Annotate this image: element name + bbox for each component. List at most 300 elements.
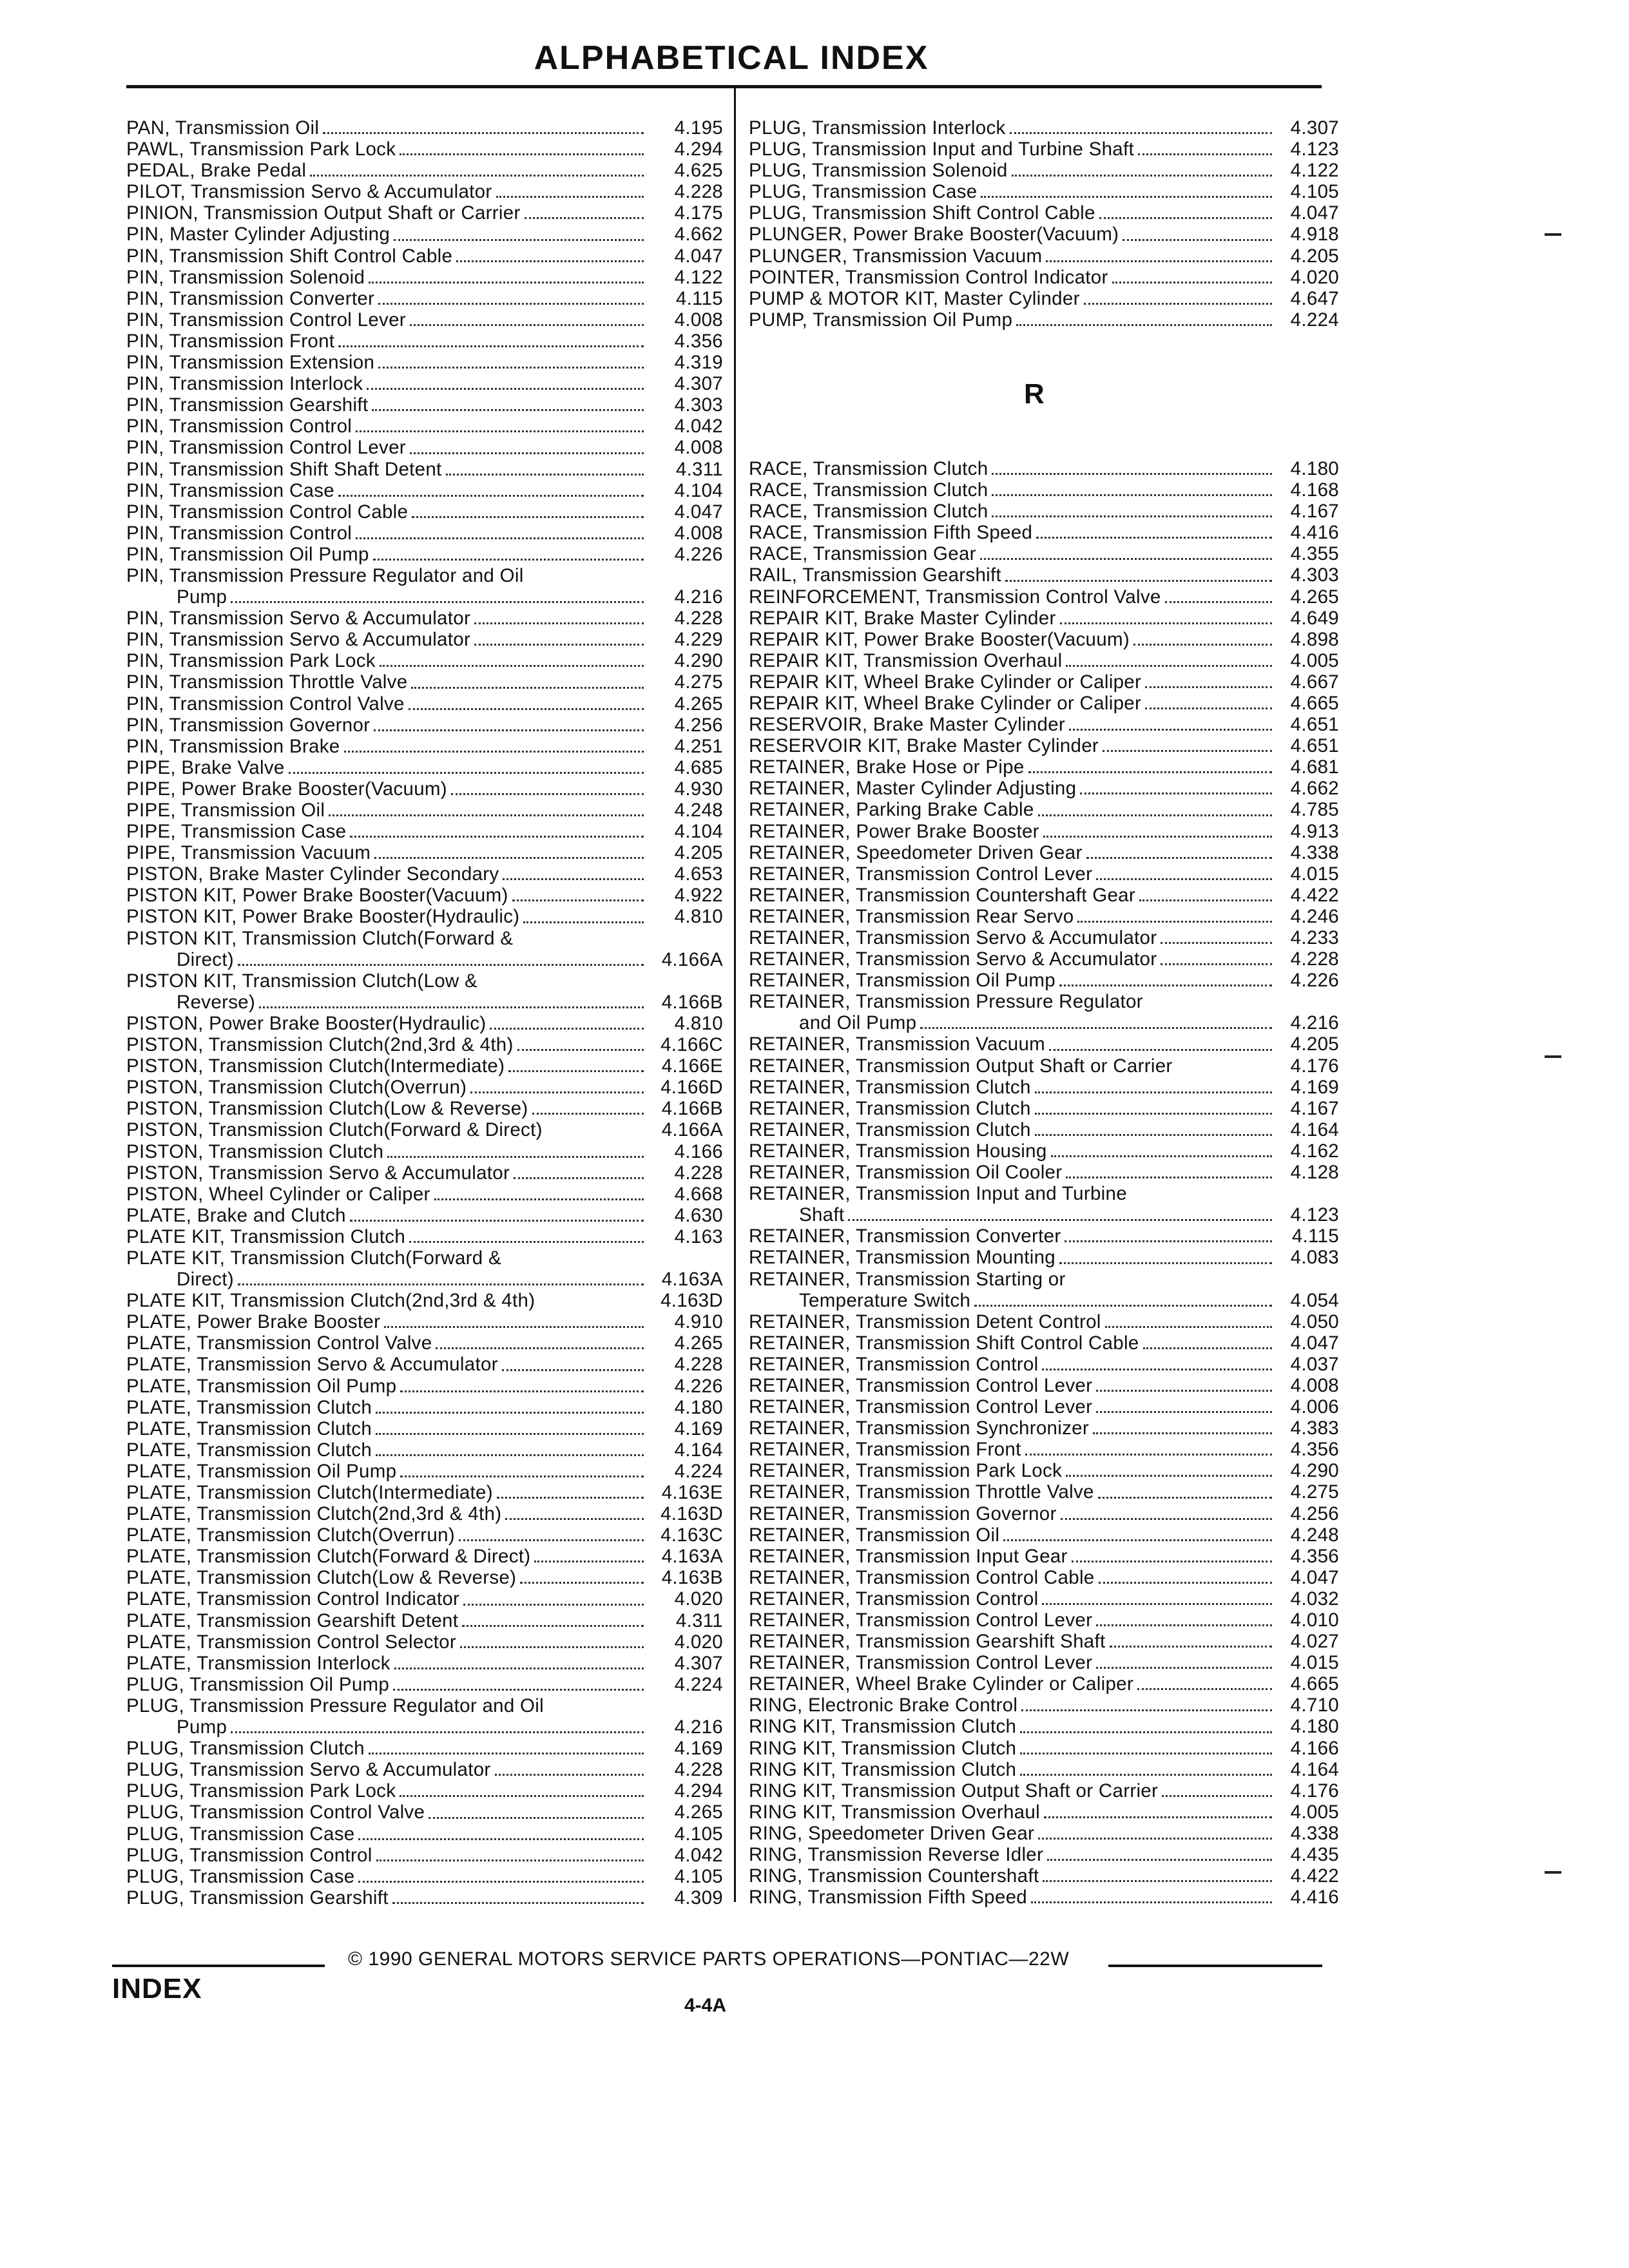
entry-text: PISTON, Transmission Clutch xyxy=(126,1140,384,1162)
dot-leader xyxy=(1044,1814,1272,1818)
entry-text: PLATE, Transmission Control Indicator xyxy=(126,1588,460,1610)
dot-leader xyxy=(1020,1751,1272,1754)
index-entry xyxy=(126,1524,723,1546)
entry-page-ref: 4.008 xyxy=(674,437,723,459)
entry-page-ref: 4.625 xyxy=(674,160,723,182)
entry-text: PLATE, Transmission Oil Pump xyxy=(126,1460,397,1482)
entry-page-ref: 4.008 xyxy=(674,522,723,544)
dot-leader xyxy=(460,1644,644,1648)
entry-page-ref: 4.205 xyxy=(1290,245,1339,267)
entry-page-ref: 4.338 xyxy=(1290,841,1339,863)
entry-text: PAN, Transmission Oil xyxy=(126,117,320,139)
index-entry xyxy=(126,778,723,800)
entry-text: RETAINER, Transmission Vacuum xyxy=(749,1033,1046,1055)
entry-text: PISTON KIT, Transmission Clutch(Forward & xyxy=(126,927,514,949)
dot-leader xyxy=(231,1729,644,1733)
entry-text: PLATE KIT, Transmission Clutch(Forward & xyxy=(126,1247,501,1269)
entry-page-ref: 4.685 xyxy=(674,756,723,778)
entry-page-ref: 4.226 xyxy=(674,1375,723,1397)
entry-text: RING KIT, Transmission Clutch xyxy=(749,1758,1017,1780)
entry-page-ref: 4.290 xyxy=(1290,1460,1339,1482)
entry-page-ref: 4.224 xyxy=(674,1673,723,1695)
entry-text: PLATE KIT, Transmission Clutch xyxy=(126,1225,406,1247)
dot-leader xyxy=(329,812,644,816)
index-entry xyxy=(749,608,1339,629)
index-entry xyxy=(749,948,1339,970)
section-letter: R xyxy=(1023,378,1045,410)
entry-page-ref: 4.166 xyxy=(674,1140,723,1162)
dot-leader xyxy=(369,1751,644,1754)
dot-leader xyxy=(495,1772,644,1776)
dot-leader xyxy=(1021,1707,1272,1711)
entry-text: RACE, Transmission Fifth Speed xyxy=(749,522,1033,544)
entry-page-ref: 4.651 xyxy=(1290,714,1339,736)
entry-text: RACE, Transmission Clutch xyxy=(749,501,988,523)
index-entry xyxy=(749,1140,1339,1162)
entry-text: RETAINER, Transmission Shift Control Cable xyxy=(749,1332,1139,1354)
entry-text: PLATE, Transmission Clutch xyxy=(126,1439,372,1461)
entry-text: RETAINER, Master Cylinder Adjusting xyxy=(749,778,1077,800)
dot-leader xyxy=(409,1239,644,1243)
index-entry xyxy=(126,1503,723,1524)
index-entry xyxy=(749,1290,1339,1311)
entry-page-ref: 4.047 xyxy=(1290,1566,1339,1588)
index-entry xyxy=(749,1546,1339,1567)
entry-text: PIN, Transmission Solenoid xyxy=(126,266,365,288)
index-entry xyxy=(749,586,1339,608)
entry-page-ref: 4.265 xyxy=(1290,586,1339,608)
entry-text: RETAINER, Transmission Countershaft Gear xyxy=(749,884,1136,906)
dot-leader xyxy=(1035,1132,1272,1136)
index-entry xyxy=(749,1460,1339,1481)
entry-page-ref: 4.163A xyxy=(661,1269,723,1291)
entry-text: RING KIT, Transmission Clutch xyxy=(749,1737,1017,1759)
entry-text: PLATE, Transmission Interlock xyxy=(126,1652,390,1674)
index-entry xyxy=(749,1481,1339,1503)
dot-leader xyxy=(496,194,644,198)
entry-text: PIN, Transmission Gearshift xyxy=(126,394,369,416)
index-entry xyxy=(749,885,1339,906)
entry-page-ref: 4.123 xyxy=(1290,139,1339,160)
index-entry xyxy=(126,1674,723,1695)
entry-text: PLUG, Transmission Case xyxy=(749,181,978,203)
entry-page-ref: 4.180 xyxy=(674,1396,723,1418)
index-entry xyxy=(749,1033,1339,1055)
entry-text: RETAINER, Transmission Input and Turbine xyxy=(749,1183,1127,1205)
dot-leader xyxy=(259,1004,644,1008)
dot-leader xyxy=(367,386,644,390)
index-entry xyxy=(126,715,723,736)
entry-page-ref: 4.008 xyxy=(1290,1374,1339,1396)
entry-page-ref: 4.163B xyxy=(661,1567,723,1589)
entry-page-ref: 4.105 xyxy=(674,1865,723,1887)
entry-text: PLATE, Transmission Oil Pump xyxy=(126,1375,397,1397)
entry-page-ref: 4.651 xyxy=(1290,735,1339,757)
index-entry xyxy=(126,757,723,778)
dot-leader xyxy=(502,1367,644,1371)
dot-leader xyxy=(1060,620,1272,624)
dot-leader xyxy=(490,1026,644,1030)
entry-text: RETAINER, Power Brake Booster xyxy=(749,820,1039,842)
entry-text: PLATE, Transmission Gearshift Detent xyxy=(126,1610,459,1631)
entry-text: PIPE, Power Brake Booster(Vacuum) xyxy=(126,778,447,800)
dot-leader xyxy=(1143,1345,1272,1349)
index-entry xyxy=(749,1012,1339,1033)
copyright-text: © 1990 GENERAL MOTORS SERVICE PARTS OPERATIONS—PONTIAC—22W xyxy=(348,1948,1070,1970)
entry-page-ref: 4.307 xyxy=(674,1652,723,1674)
entry-text: Reverse) xyxy=(177,991,256,1013)
dot-leader xyxy=(1066,1175,1272,1178)
index-entry xyxy=(126,1653,723,1674)
entry-page-ref: 4.104 xyxy=(674,479,723,501)
margin-mark xyxy=(1545,233,1561,236)
entry-text: RING, Transmission Countershaft xyxy=(749,1865,1039,1887)
entry-page-ref: 4.205 xyxy=(1290,1033,1339,1055)
dot-leader xyxy=(1084,301,1272,305)
entry-page-ref: 4.248 xyxy=(1290,1524,1339,1546)
index-entry xyxy=(749,1823,1339,1844)
entry-text: RETAINER, Transmission Mounting xyxy=(749,1247,1055,1269)
dot-leader xyxy=(505,1516,644,1520)
dot-leader xyxy=(992,471,1272,475)
index-entry xyxy=(126,1162,723,1184)
entry-page-ref: 4.649 xyxy=(1290,607,1339,629)
index-entry xyxy=(126,1439,723,1461)
dot-leader xyxy=(1036,535,1272,539)
dot-leader xyxy=(1077,919,1272,923)
entry-text: PIN, Transmission Oil Pump xyxy=(126,543,369,565)
entry-page-ref: 4.162 xyxy=(1290,1140,1339,1162)
entry-text: PLATE, Transmission Clutch xyxy=(126,1396,372,1418)
entry-text: Direct) xyxy=(177,1269,234,1291)
index-entry xyxy=(749,1631,1339,1652)
dot-leader xyxy=(376,1858,644,1861)
index-entry xyxy=(126,267,723,288)
index-entry xyxy=(126,565,723,586)
footer-rule-left xyxy=(112,1965,325,1967)
dot-leader xyxy=(376,1452,644,1456)
index-entry xyxy=(749,970,1339,991)
index-entry xyxy=(749,821,1339,842)
page-number: 4-4A xyxy=(684,1995,727,2016)
dot-leader xyxy=(1025,1452,1272,1456)
entry-text: RING KIT, Transmission Clutch xyxy=(749,1716,1017,1738)
index-entry xyxy=(126,1013,723,1034)
index-entry xyxy=(126,949,723,970)
entry-text: RETAINER, Transmission Control Lever xyxy=(749,1610,1093,1631)
entry-text: PISTON, Brake Master Cylinder Secondary xyxy=(126,863,499,885)
entry-text: PIN, Transmission Control Lever xyxy=(126,437,406,459)
entry-text: PIN, Transmission Control xyxy=(126,522,352,544)
dot-leader xyxy=(1042,1601,1272,1605)
index-entry xyxy=(749,1077,1339,1098)
index-entry xyxy=(126,1247,723,1269)
dot-leader xyxy=(1061,1516,1272,1520)
entry-text: RETAINER, Transmission Housing xyxy=(749,1140,1047,1162)
index-entry xyxy=(126,352,723,373)
dot-leader xyxy=(1096,1388,1272,1392)
entry-text: RING KIT, Transmission Output Shaft or Carrier xyxy=(749,1780,1159,1802)
dot-leader xyxy=(1016,322,1272,326)
index-entry xyxy=(126,437,723,458)
dot-leader xyxy=(409,706,644,710)
entry-text: PAWL, Transmission Park Lock xyxy=(126,139,396,160)
dot-leader xyxy=(517,1047,644,1051)
index-entry xyxy=(126,1290,723,1311)
entry-page-ref: 4.416 xyxy=(1290,1887,1339,1908)
dot-leader xyxy=(376,1410,644,1414)
index-label: INDEX xyxy=(112,1973,202,2004)
dot-leader xyxy=(1035,1090,1272,1093)
entry-text: PEDAL, Brake Pedal xyxy=(126,160,307,182)
entry-text: PIN, Transmission Converter xyxy=(126,287,375,309)
entry-text: PLUNGER, Power Brake Booster(Vacuum) xyxy=(749,224,1119,245)
entry-page-ref: 4.265 xyxy=(674,1332,723,1354)
index-entry xyxy=(749,1759,1339,1780)
index-entry xyxy=(749,778,1339,799)
entry-text: RING, Transmission Fifth Speed xyxy=(749,1887,1027,1908)
entry-text: RETAINER, Transmission Control xyxy=(749,1353,1039,1375)
index-entry xyxy=(126,1716,723,1738)
entry-page-ref: 4.176 xyxy=(1290,1780,1339,1802)
index-entry xyxy=(126,331,723,352)
entry-page-ref: 4.251 xyxy=(674,735,723,757)
entry-text: RETAINER, Transmission Gearshift Shaft xyxy=(749,1631,1106,1653)
index-entry xyxy=(749,1098,1339,1119)
entry-text: RING KIT, Transmission Overhaul xyxy=(749,1801,1040,1823)
entry-page-ref: 4.205 xyxy=(674,842,723,864)
dot-leader xyxy=(1020,1772,1272,1776)
entry-text: PIPE, Transmission Vacuum xyxy=(126,842,371,864)
entry-page-ref: 4.180 xyxy=(1290,1716,1339,1738)
dot-leader xyxy=(1099,215,1272,219)
entry-page-ref: 4.037 xyxy=(1290,1353,1339,1375)
dot-leader xyxy=(1072,1559,1272,1562)
entry-text: REPAIR KIT, Wheel Brake Cylinder or Caliper xyxy=(749,671,1142,693)
entry-text: RETAINER, Transmission Oil Pump xyxy=(749,970,1055,992)
entry-text: PLUG, Transmission Gearshift xyxy=(126,1887,389,1908)
entry-text: Shaft xyxy=(799,1204,845,1226)
index-entry xyxy=(126,1098,723,1119)
dot-leader xyxy=(338,343,644,347)
entry-text: Pump xyxy=(177,586,227,608)
entry-text: RETAINER, Transmission Clutch xyxy=(749,1097,1031,1119)
entry-page-ref: 4.311 xyxy=(675,1610,723,1631)
index-entry xyxy=(749,1225,1339,1247)
index-entry xyxy=(126,1588,723,1610)
entry-page-ref: 4.020 xyxy=(1290,266,1339,288)
dot-leader xyxy=(350,834,644,838)
entry-page-ref: 4.054 xyxy=(1290,1289,1339,1311)
entry-text: PLUG, Transmission Interlock xyxy=(749,117,1006,139)
index-entry xyxy=(126,1034,723,1055)
entry-text: RETAINER, Transmission Control xyxy=(749,1588,1039,1610)
entry-page-ref: 4.005 xyxy=(1290,649,1339,671)
entry-text: PLATE, Power Brake Booster xyxy=(126,1311,381,1333)
dot-leader xyxy=(1137,1686,1272,1690)
entry-text: PIN, Transmission Servo & Accumulator xyxy=(126,608,471,629)
entry-page-ref: 4.229 xyxy=(674,629,723,651)
entry-page-ref: 4.164 xyxy=(674,1439,723,1461)
index-entry xyxy=(126,1866,723,1887)
entry-page-ref: 4.167 xyxy=(1290,501,1339,523)
dot-leader xyxy=(372,407,644,411)
index-entry xyxy=(749,1844,1339,1865)
entry-text: RETAINER, Transmission Servo & Accumulator xyxy=(749,927,1157,948)
right-column-bottom-entries xyxy=(749,458,1339,1908)
entry-text: RETAINER, Transmission Clutch xyxy=(749,1076,1031,1098)
entry-page-ref: 4.027 xyxy=(1290,1631,1339,1653)
entry-page-ref: 4.248 xyxy=(674,800,723,821)
entry-page-ref: 4.228 xyxy=(674,181,723,203)
entry-text: RETAINER, Transmission Control Lever xyxy=(749,1374,1093,1396)
entry-text: PISTON, Transmission Clutch(Forward & Direct) xyxy=(126,1119,543,1141)
index-entry xyxy=(749,1162,1339,1183)
entry-text: PLUG, Transmission Oil Pump xyxy=(126,1673,390,1695)
index-entry xyxy=(126,970,723,992)
index-entry xyxy=(749,1183,1339,1204)
dot-leader xyxy=(1035,1111,1272,1115)
entry-text: PISTON KIT, Power Brake Booster(Vacuum) xyxy=(126,885,508,907)
index-entry xyxy=(126,544,723,565)
dot-leader xyxy=(1145,706,1272,709)
index-entry xyxy=(126,1567,723,1588)
index-entry xyxy=(749,245,1339,267)
entry-page-ref: 4.032 xyxy=(1290,1588,1339,1610)
entry-text: PIN, Transmission Case xyxy=(126,479,335,501)
dot-leader xyxy=(508,1068,644,1072)
index-entry xyxy=(126,863,723,885)
dot-leader xyxy=(520,1580,644,1584)
entry-page-ref: 4.275 xyxy=(1290,1481,1339,1503)
entry-page-ref: 4.922 xyxy=(674,885,723,907)
entry-page-ref: 4.319 xyxy=(674,352,723,374)
index-entry xyxy=(749,1588,1339,1610)
dot-leader xyxy=(374,727,644,731)
index-entry xyxy=(126,373,723,394)
entry-page-ref: 4.042 xyxy=(674,416,723,437)
entry-text: RACE, Transmission Clutch xyxy=(749,457,988,479)
dot-leader xyxy=(1139,898,1272,901)
entry-text: REPAIR KIT, Wheel Brake Cylinder or Caliper xyxy=(749,692,1142,714)
index-entry xyxy=(126,736,723,757)
dot-leader xyxy=(1096,1409,1272,1413)
index-entry xyxy=(126,1823,723,1845)
index-entry xyxy=(749,1269,1339,1290)
dot-leader xyxy=(394,237,644,241)
index-entry xyxy=(749,1204,1339,1225)
dot-leader xyxy=(1047,1857,1272,1861)
entry-page-ref: 4.355 xyxy=(1290,543,1339,565)
entry-page-ref: 4.123 xyxy=(1290,1204,1339,1226)
index-entry xyxy=(749,1738,1339,1759)
entry-page-ref: 4.047 xyxy=(1290,202,1339,224)
entry-page-ref: 4.307 xyxy=(674,373,723,395)
dot-leader xyxy=(400,1474,644,1477)
entry-text: PIN, Transmission Shift Shaft Detent xyxy=(126,458,442,480)
index-entry xyxy=(126,1631,723,1653)
entry-text: and Oil Pump xyxy=(799,1012,917,1034)
dot-leader xyxy=(380,663,644,667)
entry-page-ref: 4.226 xyxy=(674,543,723,565)
index-entry xyxy=(749,564,1339,586)
dot-leader xyxy=(1042,1367,1272,1370)
entry-text: PLATE, Transmission Servo & Accumulator xyxy=(126,1354,498,1376)
entry-page-ref: 4.228 xyxy=(1290,948,1339,970)
index-entry xyxy=(126,224,723,245)
entry-text: PLUG, Transmission Clutch xyxy=(126,1738,365,1760)
entry-page-ref: 4.275 xyxy=(674,671,723,693)
dot-leader xyxy=(981,194,1272,198)
dot-leader xyxy=(474,620,644,624)
entry-text: RETAINER, Transmission Detent Control xyxy=(749,1311,1101,1332)
index-entry xyxy=(126,1119,723,1140)
dot-leader xyxy=(1003,1537,1272,1541)
entry-page-ref: 4.122 xyxy=(674,266,723,288)
entry-text: PIN, Master Cylinder Adjusting xyxy=(126,224,390,245)
entry-page-ref: 4.163C xyxy=(660,1524,723,1546)
entry-text: PLUG, Transmission Control Valve xyxy=(126,1802,425,1823)
entry-page-ref: 4.015 xyxy=(1290,1652,1339,1674)
entry-text: PIN, Transmission Control Lever xyxy=(126,309,406,331)
index-entry xyxy=(749,671,1339,693)
entry-text: RESERVOIR, Brake Master Cylinder xyxy=(749,714,1066,736)
index-entry xyxy=(749,288,1339,309)
entry-page-ref: 4.681 xyxy=(1290,756,1339,778)
entry-page-ref: 4.710 xyxy=(1290,1695,1339,1716)
entry-text: PILOT, Transmission Servo & Accumulator xyxy=(126,181,492,203)
entry-text: RETAINER, Transmission Front xyxy=(749,1439,1021,1461)
entry-text: PLUG, Transmission Control xyxy=(126,1844,372,1866)
dot-leader xyxy=(392,1900,644,1904)
index-entry xyxy=(749,991,1339,1012)
entry-page-ref: 4.810 xyxy=(674,906,723,928)
entry-page-ref: 4.050 xyxy=(1290,1311,1339,1332)
dot-leader xyxy=(356,428,644,432)
index-entry xyxy=(749,735,1339,756)
index-entry xyxy=(749,181,1339,202)
dot-leader xyxy=(848,1217,1272,1221)
index-entry xyxy=(749,927,1339,948)
index-entry xyxy=(749,117,1339,139)
entry-page-ref: 4.176 xyxy=(1290,1055,1339,1077)
index-entry xyxy=(126,523,723,544)
index-entry xyxy=(749,1780,1339,1802)
index-entry xyxy=(126,1802,723,1823)
dot-leader xyxy=(446,472,644,476)
index-entry xyxy=(126,1332,723,1354)
entry-page-ref: 4.307 xyxy=(1290,117,1339,139)
entry-text: PIN, Transmission Park Lock xyxy=(126,650,376,672)
dot-leader xyxy=(1051,1153,1272,1157)
entry-text: RACE, Transmission Clutch xyxy=(749,479,988,501)
entry-text: PLATE, Transmission Control Selector xyxy=(126,1631,456,1653)
entry-text: PISTON, Power Brake Booster(Hydraulic) xyxy=(126,1012,487,1034)
index-entry xyxy=(126,1759,723,1780)
entry-text: PIN, Transmission Control Valve xyxy=(126,693,405,715)
entry-page-ref: 4.195 xyxy=(674,117,723,139)
entry-page-ref: 4.290 xyxy=(674,650,723,672)
entry-page-ref: 4.216 xyxy=(674,1716,723,1738)
entry-text: RETAINER, Transmission Oil xyxy=(749,1524,1000,1546)
dot-leader xyxy=(376,1431,644,1435)
entry-text: PIN, Transmission Control Cable xyxy=(126,501,409,523)
entry-text: PIN, Transmission Front xyxy=(126,330,335,352)
index-entry xyxy=(749,1610,1339,1631)
dot-leader xyxy=(436,1345,644,1349)
dot-leader xyxy=(1049,1047,1272,1051)
entry-page-ref: 4.356 xyxy=(1290,1545,1339,1567)
